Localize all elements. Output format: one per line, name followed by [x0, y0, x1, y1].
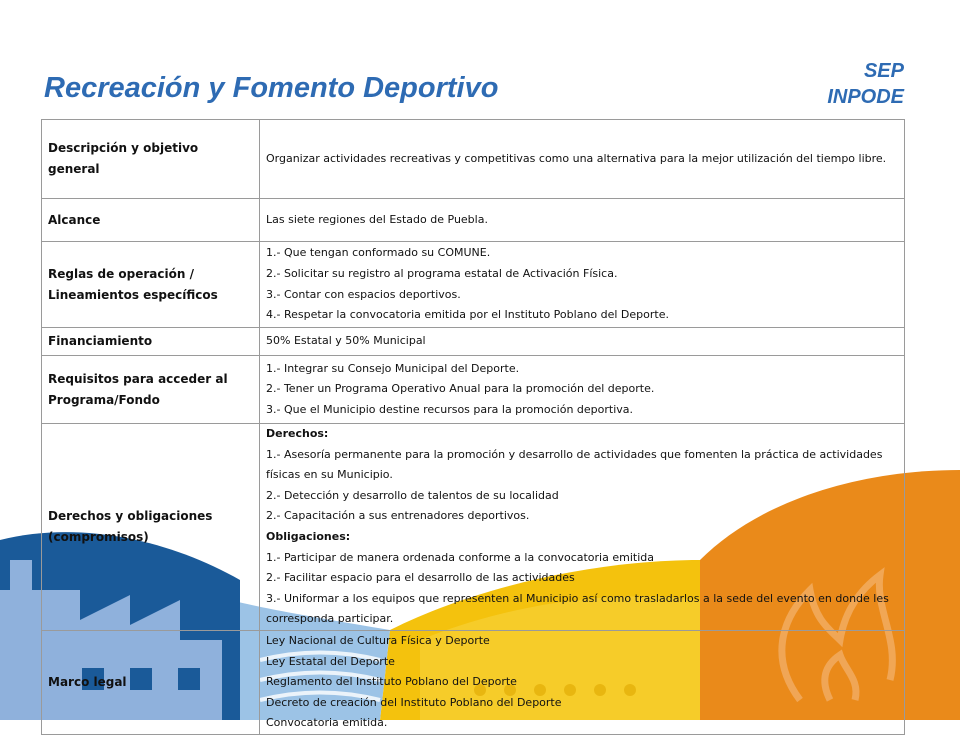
value-line: 2.- Capacitación a sus entrenadores deportivos.: [266, 509, 530, 523]
row-value-financiamiento: [260, 328, 905, 356]
table-row: [42, 199, 905, 242]
value-line: 3.- Contar con espacios deportivos.: [266, 287, 461, 301]
table-row: [42, 424, 905, 631]
value-line: 50% Estatal y 50% Municipal: [266, 334, 426, 348]
table-row: [42, 328, 905, 356]
row-label-marco-legal: Marco legal: [42, 630, 260, 734]
page-title: Recreación y Fomento Deportivo: [44, 72, 499, 104]
row-label-requisitos: Requisitos para acceder al Programa/Fondo: [42, 356, 260, 424]
value-line: 3.- Que el Municipio destine recursos para la promoción deportiva.: [266, 402, 634, 416]
value-line: 4.- Respetar la convocatoria emitida por el Instituto Poblano del Deporte.: [266, 308, 669, 322]
value-line: 1.- Que tengan conformado su COMUNE.: [266, 246, 491, 260]
value-line: Reglamento del Instituto Poblano del Deporte: [266, 675, 517, 689]
row-value-requisitos: [260, 356, 905, 424]
value-line: 2.- Detección y desarrollo de talentos de su localidad: [266, 488, 559, 502]
program-info-table: [41, 119, 905, 735]
row-label-alcance: Alcance: [42, 199, 260, 242]
row-value-marco-legal: [260, 630, 905, 734]
value-line: Las siete regiones del Estado de Puebla.: [266, 212, 488, 226]
value-line: 2.- Tener un Programa Operativo Anual para la promoción del deporte.: [266, 382, 655, 396]
value-line: Ley Estatal del Deporte: [266, 654, 395, 668]
value-line: Ley Nacional de Cultura Física y Deporte: [266, 633, 490, 647]
value-line: Decreto de creación del Instituto Poblano del Deporte: [266, 695, 562, 709]
value-line: Convocatoria emitida.: [266, 716, 388, 730]
table-row: [42, 242, 905, 328]
rights-heading: Derechos:: [266, 427, 329, 440]
row-label-descripcion: Descripción y objetivo general: [42, 120, 260, 199]
row-value-reglas: [260, 242, 905, 328]
row-value-derechos: [260, 424, 905, 631]
value-line: 2.- Facilitar espacio para el desarrollo de las actividades: [266, 571, 575, 585]
value-line: 1.- Integrar su Consejo Municipal del Deporte.: [266, 361, 520, 375]
org-line-inpode: INPODE: [827, 86, 904, 108]
value-line: 1.- Participar de manera ordenada conforme a la convocatoria emitida: [266, 550, 654, 564]
row-label-reglas: Reglas de operación / Lineamientos específicos: [42, 242, 260, 328]
row-value-descripcion: [260, 120, 905, 199]
obligations-heading: Obligaciones:: [266, 529, 351, 543]
row-label-financiamiento: Financiamiento: [42, 328, 260, 356]
table-row: [42, 630, 905, 734]
row-value-alcance: [260, 199, 905, 242]
table-row: [42, 356, 905, 424]
value-line: 1.- Asesoría permanente para la promoción y desarrollo de actividades que fomenten la práctica de actividades físicas en su Municipio.: [266, 447, 883, 482]
value-line: 3.- Uniformar a los equipos que representen al Municipio así como trasladarlos a la sede del evento en donde les corresponda participar.: [266, 591, 889, 626]
value-line: 2.- Solicitar su registro al programa estatal de Activación Física.: [266, 266, 618, 280]
row-label-derechos: Derechos y obligaciones (compromisos): [42, 424, 260, 631]
organization-label: [827, 58, 904, 110]
value-line: Organizar actividades recreativas y competitivas como una alternativa para la mejor utilización del tiempo libre.: [266, 151, 887, 165]
org-line-sep: SEP: [863, 60, 904, 82]
table-row: [42, 120, 905, 199]
